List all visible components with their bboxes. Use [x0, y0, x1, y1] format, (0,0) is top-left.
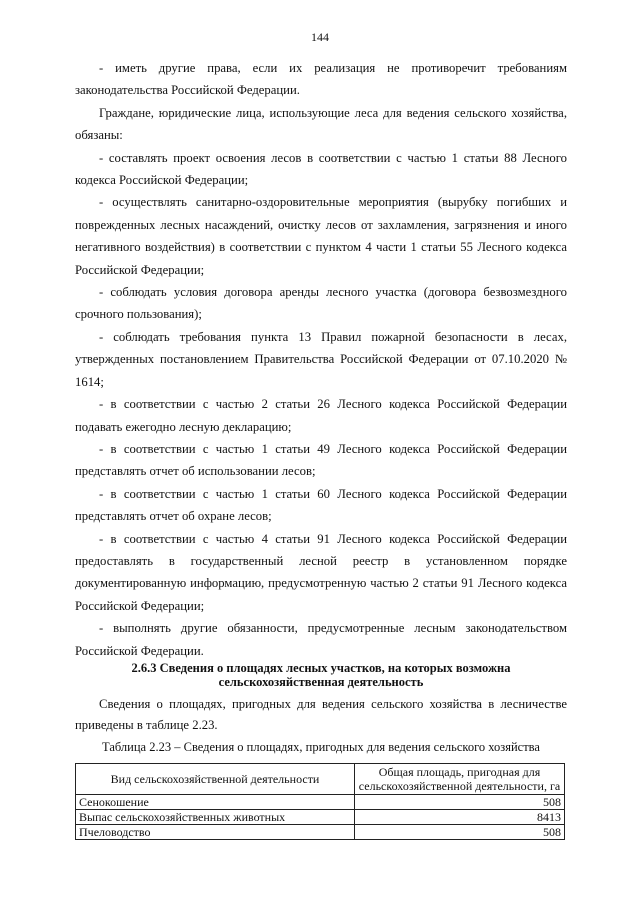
section-intro: Сведения о площадях, пригодных для ведения сельского хозяйства в лесничестве приведены в таблице 2.23.	[75, 697, 567, 732]
body-text	[75, 57, 567, 662]
paragraph: - в соответствии с частью 4 статьи 91 Лесного кодекса Российской Федерации предоставлять в государственный лесной реестр в установленном порядке документированную информацию, предусмотренную частью 2 статьи 91 Лесного кодекса Российской Федерации;	[75, 531, 567, 613]
paragraph: - в соответствии с частью 2 статьи 26 Лесного кодекса Российской Федерации подавать ежегодно лесную декларацию;	[75, 397, 567, 434]
paragraph: - составлять проект освоения лесов в соответствии с частью 1 статьи 88 Лесного кодекса Российской Федерации;	[75, 150, 567, 188]
activity-cell: Выпас сельскохозяйственных животных	[76, 810, 355, 825]
column-header: Общая площадь, пригодная для сельскохозяйственной деятельности, га	[355, 764, 565, 795]
paragraph: - соблюдать требования пункта 13 Правил пожарной безопасности в лесах, утвержденных постановлением Правительства Российской Федерации от 07.10.2020 № 1614;	[75, 329, 567, 389]
column-header: Вид сельскохозяйственной деятельности	[76, 764, 355, 795]
area-cell: 508	[355, 795, 565, 810]
table-row	[76, 825, 565, 840]
table-caption: Таблица 2.23 – Сведения о площадях, пригодных для ведения сельского хозяйства	[102, 740, 540, 754]
activity-cell: Сенокошение	[76, 795, 355, 810]
paragraph: - выполнять другие обязанности, предусмотренные лесным законодательством Российской Федерации.	[75, 621, 567, 658]
area-table	[75, 763, 565, 840]
paragraph: Граждане, юридические лица, использующие леса для ведения сельского хозяйства, обязаны:	[75, 105, 567, 143]
paragraph: - в соответствии с частью 1 статьи 49 Лесного кодекса Российской Федерации представлять отчет об использовании лесов;	[75, 441, 567, 479]
paragraph: - осуществлять санитарно-оздоровительные мероприятия (вырубку погибших и поврежденных лесных насаждений, очистку лесов от захламления, загрязнения и иного негативного воздействия) в соответствии с пунктом 4 части 1 статьи 55 Лесного кодекса Российской Федерации;	[75, 195, 567, 277]
paragraph: - в соответствии с частью 1 статьи 60 Лесного кодекса Российской Федерации представлять отчет об охране лесов;	[75, 486, 567, 524]
table-row	[76, 795, 565, 810]
table-row	[76, 810, 565, 825]
section-heading: 2.6.3 Сведения о площадях лесных участков, на которых возможна сельскохозяйственная деятельность	[131, 661, 511, 689]
area-cell: 8413	[355, 810, 565, 825]
page-number: 144	[311, 30, 329, 44]
table-header-row	[76, 764, 565, 795]
activity-cell: Пчеловодство	[76, 825, 355, 840]
area-cell: 508	[355, 825, 565, 840]
paragraph: - иметь другие права, если их реализация не противоречит требованиям законодательства Российской Федерации.	[75, 61, 567, 98]
paragraph: - соблюдать условия договора аренды лесного участка (договора безвозмездного срочного пользования);	[75, 285, 567, 322]
